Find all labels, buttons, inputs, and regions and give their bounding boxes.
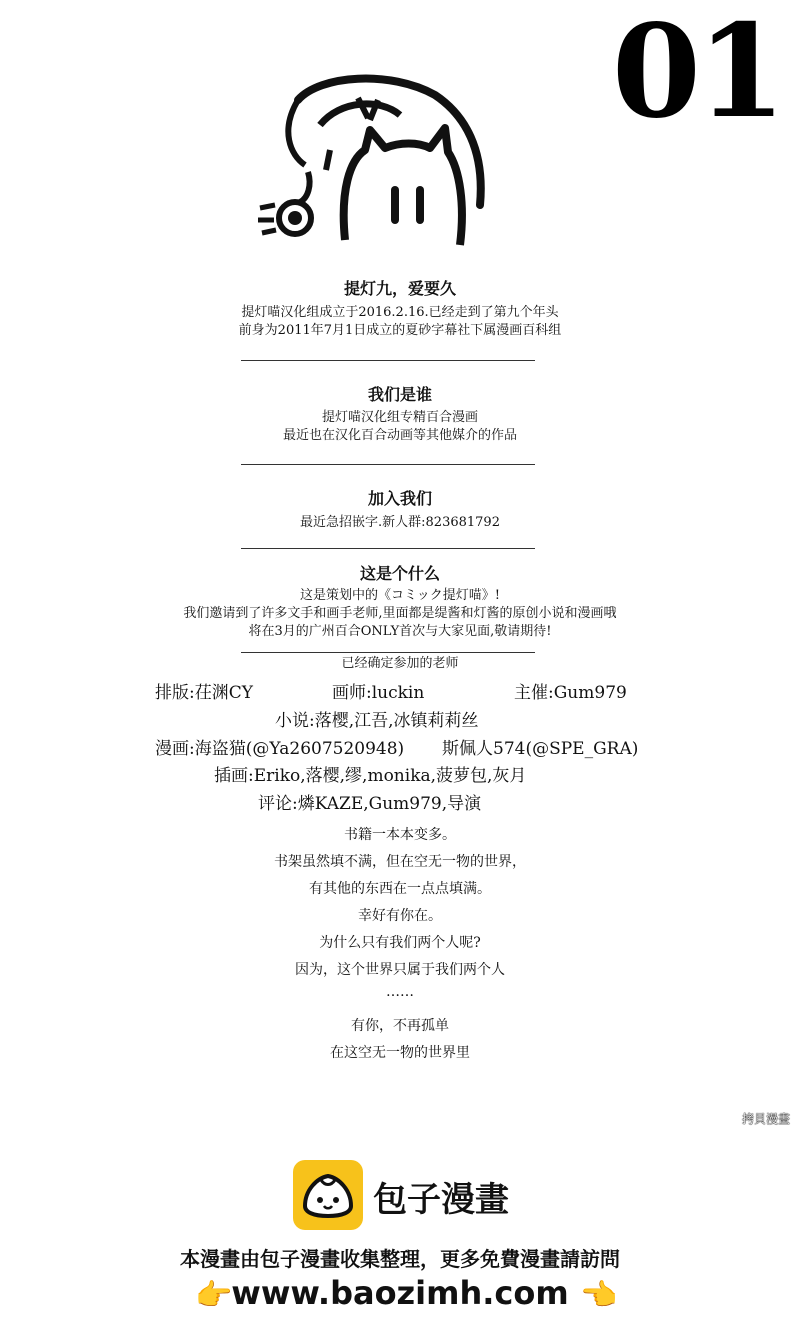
section-title-intro: 提灯九，爱要久: [343, 279, 456, 298]
what-line: 这是策划中的《コミック提灯喵》!: [300, 588, 500, 603]
section-title-what: 这是个什么: [359, 564, 440, 583]
lantern-cat-logo-icon: [250, 70, 500, 260]
section-title-who: 我们是谁: [367, 385, 432, 404]
what-line: 我们邀请到了许多文手和画手老师,里面都是缇酱和灯酱的原创小说和漫画哦: [183, 606, 617, 621]
poem-line: 有其他的东西在一点点填满。: [309, 881, 491, 897]
poem-line: ……: [386, 984, 414, 1000]
who-line: 提灯喵汉化组专精百合漫画: [321, 410, 478, 425]
divider: [241, 360, 535, 361]
confirmed-label: 已经确定参加的老师: [341, 656, 459, 671]
credit-illustration: 插画:Eriko,落樱,缪,monika,菠萝包,灰月: [214, 766, 527, 786]
site-notice: 本漫畫由包子漫畫收集整理，更多免費漫畫請訪問: [180, 1247, 620, 1271]
who-line: 最近也在汉化百合动画等其他媒介的作品: [282, 428, 517, 443]
poem-line: 书籍一本本变多。: [344, 827, 456, 843]
page-number: 01: [611, 0, 782, 147]
credit-novel: 小说:落樱,江吾,冰镇莉莉丝: [275, 711, 479, 731]
credit-manga-2: 斯佩人574(@SPE_GRA): [442, 739, 639, 759]
credit-manga-1: 漫画:海盗猫(@Ya2607520948): [155, 739, 405, 759]
credit-layout: 排版:茌渊CY: [155, 683, 253, 703]
pointing-hand-left-icon: 👈: [580, 1278, 618, 1313]
poem-line: 因为，这个世界只属于我们两个人: [295, 962, 505, 978]
brand-logo[interactable]: [293, 1160, 533, 1230]
intro-line: 前身为2011年7月1日成立的夏砂字幕社下属漫画百科组: [238, 323, 562, 338]
poem-line: 书架虽然填不满，但在空无一物的世界，: [274, 854, 526, 870]
credit-review: 评论:燐KAZE,Gum979,导演: [258, 794, 482, 814]
divider: [241, 652, 535, 653]
divider: [241, 464, 535, 465]
poem-line: 有你，不再孤单: [351, 1018, 449, 1034]
credit-host: 主催:Gum979: [514, 683, 627, 703]
pointing-hand-right-icon: 👉: [195, 1278, 233, 1313]
watermark: 拷貝漫畫: [741, 1112, 790, 1126]
divider: [241, 548, 535, 549]
baozi-bun-icon: [293, 1160, 363, 1230]
poem-line: 幸好有你在。: [358, 908, 442, 924]
poem-line: 在这空无一物的世界里: [330, 1045, 470, 1061]
credit-artist: 画师:luckin: [332, 683, 425, 703]
intro-line: 提灯喵汉化组成立于2016.2.16.已经走到了第九个年头: [241, 305, 559, 320]
brand-name: 包子漫畫: [373, 1180, 509, 1220]
poem-line: 为什么只有我们两个人呢?: [319, 935, 481, 951]
site-url-link[interactable]: www.baozimh.com: [231, 1274, 569, 1312]
join-line: 最近急招嵌字.新人群:823681792: [300, 515, 500, 530]
what-line: 将在3月的广州百合ONLY首次与大家见面,敬请期待!: [248, 624, 552, 639]
section-title-join: 加入我们: [367, 489, 432, 508]
